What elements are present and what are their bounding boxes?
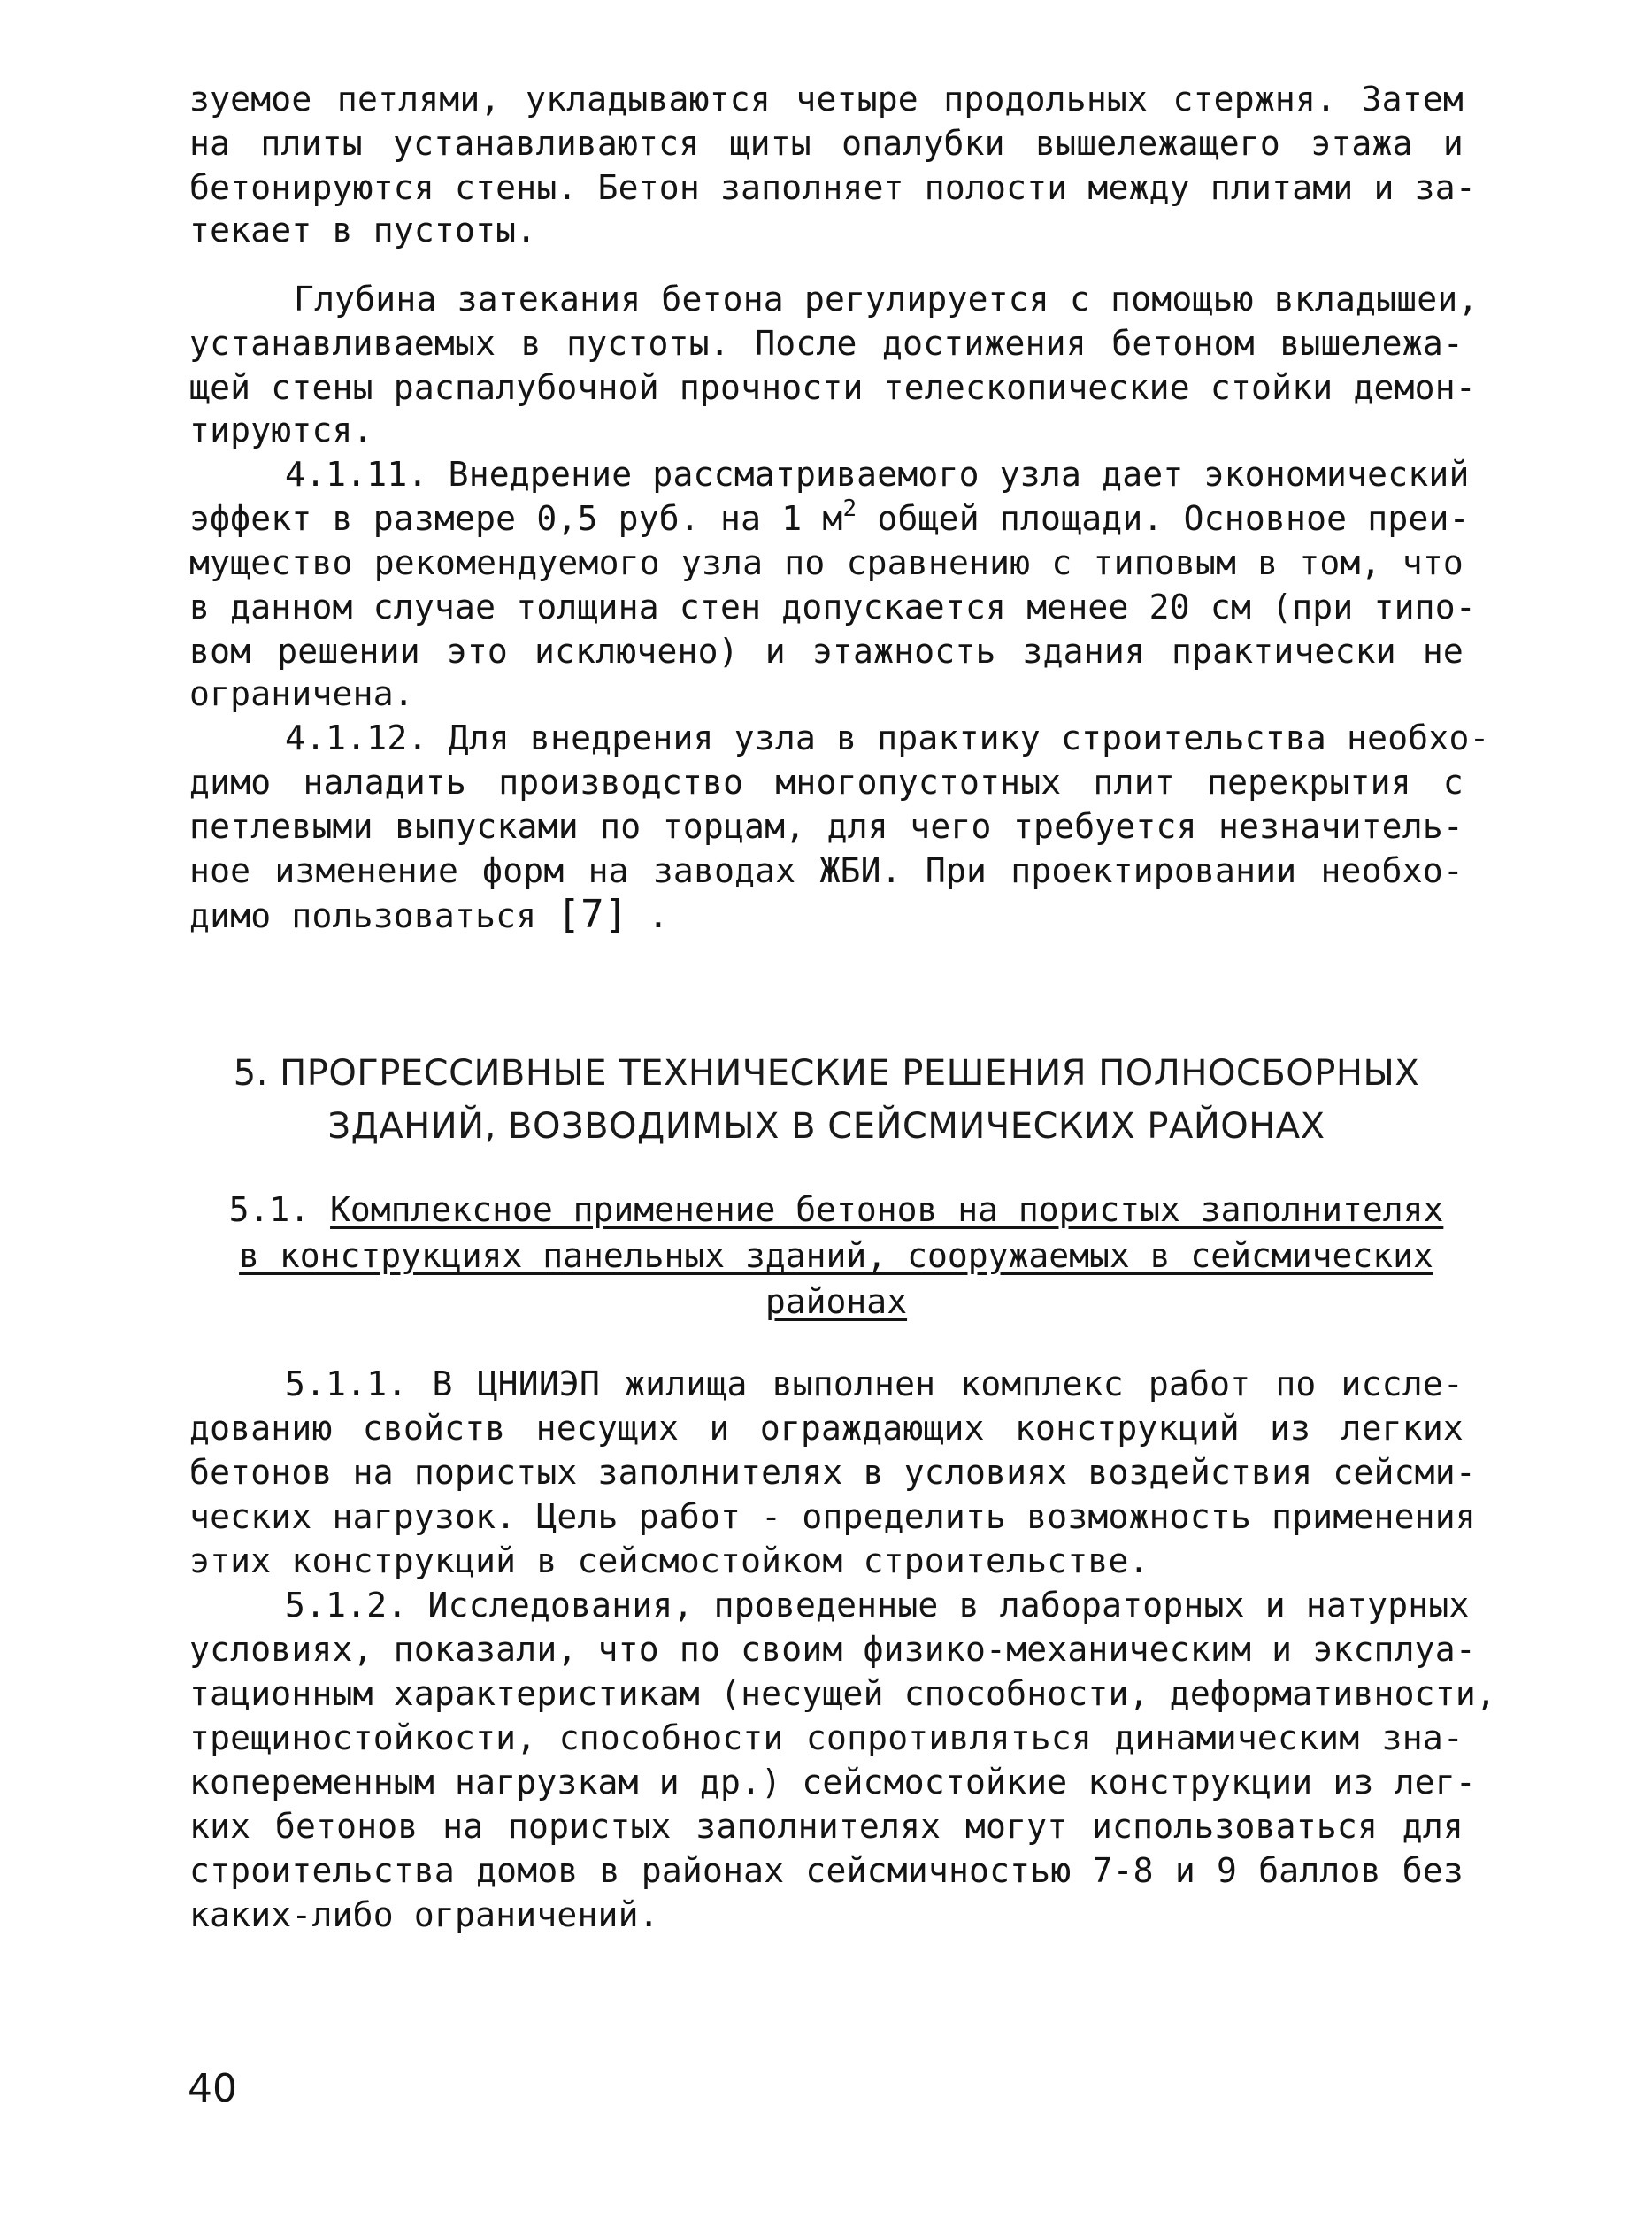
text-fragment: димо пользоваться [189,896,557,935]
text-line: 4.1.11. Внедрение рассматриваемого узла дает экономический [285,455,1470,494]
text-line: Глубина затекания бетона регулируется с помощью вкладышеи, [294,280,1479,319]
text-line: щей стены распалубочной прочности телескопические стойки демон- [189,368,1476,407]
subsection-title [221,1278,1451,1325]
text-line: мущество рекомендуемого узла по сравнению с типовым в том, что [189,543,1464,582]
subsection-title-text: Комплексное применение бетонов на пористых заполнителях [330,1190,1444,1229]
text-line: 5.1.2. Исследования, проведенные в лабораторных и натурных [285,1586,1470,1625]
superscript: 2 [842,496,857,522]
citation-reference: [7] [557,892,628,937]
text-line: на плиты устанавливаются щиты опалубки вышележащего этажа и [189,124,1464,163]
text-line: ограничена. [189,674,414,713]
text-line: текает в пустоты. [189,211,537,250]
section-title: ЗДАНИЙ, ВОЗВОДИМЫХ В СЕЙСМИЧЕСКИХ РАЙОНАХ [327,1106,1325,1147]
text-line [189,894,669,937]
subsection-number: 5.1. [228,1190,331,1229]
text-line: петлевыми выпусками по торцам, для чего требуется незначитель- [189,807,1464,846]
text-line: зуемое петлями, укладываются четыре продольных стержня. Затем [189,80,1464,119]
subsection-title [221,1186,1451,1233]
text-line: ких бетонов на пористых заполнителях могут использоваться для [189,1807,1464,1846]
subsection-title [221,1232,1451,1279]
text-line: вом решении это исключено) и этажность здания практически не [189,632,1464,671]
section-title: 5. ПРОГРЕССИВНЫЕ ТЕХНИЧЕСКИЕ РЕШЕНИЯ ПОЛНОСБОРНЫХ [233,1053,1420,1094]
text-line: копеременным нагрузкам и др.) сейсмостойкие конструкции из лег- [189,1763,1476,1802]
page-number: 40 [188,2066,237,2111]
text-line: трещиностойкости, способности сопротивляться динамическим зна- [189,1718,1464,1757]
text-line: каких-либо ограничений. [189,1895,659,1934]
text-line: тируются. [189,411,373,450]
text-line: дованию свойств несущих и ограждающих конструкций из легких [189,1409,1464,1448]
text-line: в данном случае толщина стен допускается менее 20 см (при типо- [189,588,1476,626]
text-line: бетонируются стены. Бетон заполняет полости между плитами и за- [189,168,1476,207]
subsection-title-text: в конструкциях панельных зданий, сооружаемых в сейсмических [239,1236,1433,1275]
text-fragment: . [627,896,669,935]
text-line: ное изменение форм на заводах ЖБИ. При проектировании необхо- [189,851,1464,890]
subsection-title-text: районах [765,1282,908,1321]
text-line: 4.1.12. Для внедрения узла в практику строительства необхо- [285,718,1490,757]
text-line [189,496,1470,544]
text-line: тационным характеристикам (несущей способности, деформативности, [189,1674,1496,1713]
text-fragment: эффект в размере 0,5 руб. на 1 м [189,499,843,538]
text-line: этих конструкций в сейсмостойком строительстве. [189,1541,1149,1580]
text-line: ческих нагрузок. Цель работ - определить возможность применения [189,1497,1476,1536]
text-line: бетонов на пористых заполнителях в условиях воздействия сейсми- [189,1453,1476,1492]
text-line: строительства домов в районах сейсмичностью 7-8 и 9 баллов без [189,1851,1464,1890]
text-line: димо наладить производство многопустотных плит перекрытия с [189,763,1464,802]
text-line: 5.1.1. В ЦНИИЭП жилища выполнен комплекс работ по иссле- [285,1364,1464,1403]
text-line: условиях, показали, что по своим физико-механическим и эксплуа- [189,1630,1476,1669]
text-fragment: общей площади. Основное преи- [857,499,1470,538]
text-line: устанавливаемых в пустоты. После достижения бетоном вышележа- [189,324,1464,363]
